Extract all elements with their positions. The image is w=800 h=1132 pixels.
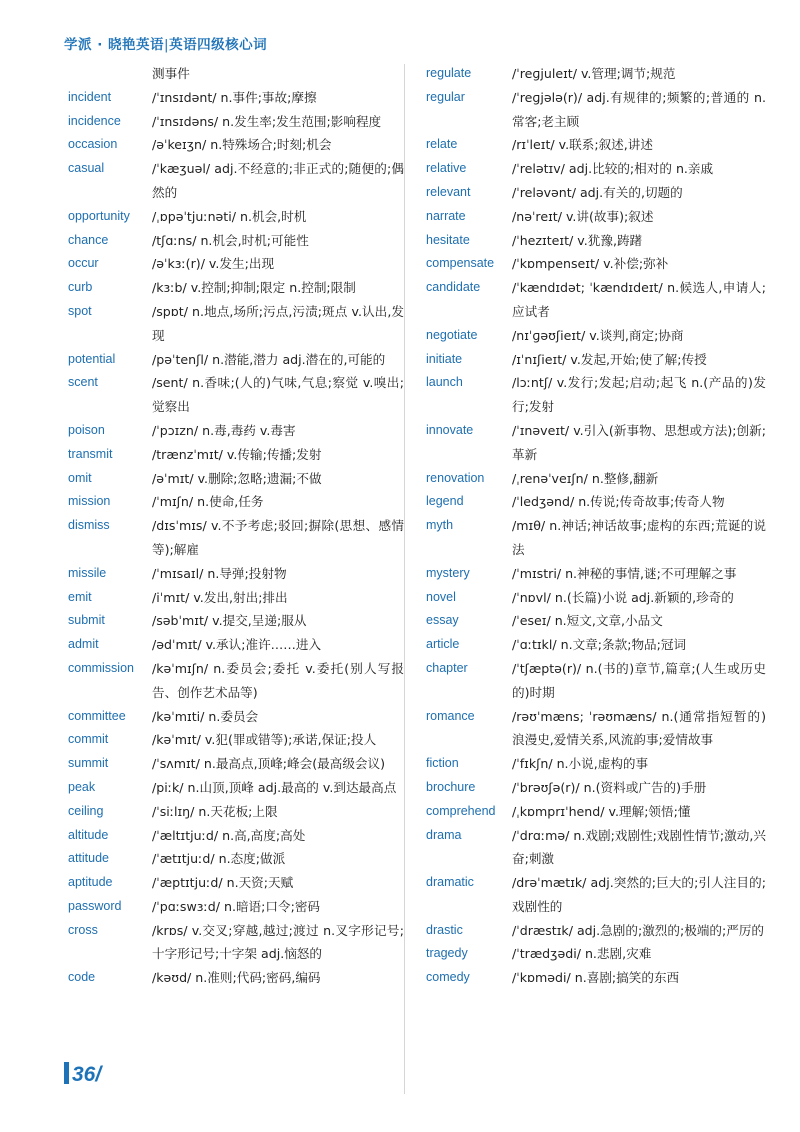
- vocab-word: incidence: [68, 113, 121, 128]
- vocab-entry: [426, 966, 766, 990]
- vocab-definition: /ˈtrædʒədi/ n.悲剧,灾难: [512, 946, 652, 962]
- page-header: [64, 33, 267, 53]
- vocab-word: potential: [68, 351, 116, 366]
- vocab-definition: /ˈmɪstri/ n.神秘的事情,谜;不可理解之事: [512, 565, 737, 581]
- vocab-word: mission: [68, 494, 111, 509]
- vocab-definition: /ˈpɑːswɜːd/ n.暗语;口令;密码: [152, 898, 321, 914]
- vocab-entry: [68, 443, 404, 467]
- vocab-word: curb: [68, 280, 93, 295]
- vocab-entry: [426, 514, 766, 562]
- vocab-entry: [426, 490, 766, 514]
- vocab-word: code: [68, 970, 96, 985]
- vocab-word: comprehend: [426, 803, 496, 818]
- page-number-bar: [64, 1062, 69, 1084]
- vocab-word: candidate: [426, 280, 481, 295]
- vocab-entry: [426, 371, 766, 419]
- vocab-definition: /ˈledʒənd/ n.传说;传奇故事;传奇人物: [512, 494, 725, 510]
- vocab-definition: /ˈsiːlɪŋ/ n.天花板;上限: [152, 803, 278, 819]
- vocab-definition: /pəˈtenʃl/ n.潜能,潜力 adj.潜在的,可能的: [152, 351, 386, 367]
- vocab-definition: /ɪˈnɪʃieɪt/ v.发起,开始;使了解;传授: [512, 351, 707, 367]
- vocab-entry: [68, 371, 404, 419]
- vocab-definition: /ˈɑːtɪkl/ n.文章;条款;物品;冠词: [512, 637, 687, 653]
- vocab-entry: [426, 276, 766, 324]
- vocab-definition: /ˈnɒvl/ n.(长篇)小说 adj.新颖的,珍奇的: [512, 589, 734, 605]
- vocab-entry: [68, 300, 404, 348]
- vocab-entry: [68, 800, 404, 824]
- vocab-word: dramatic: [426, 875, 474, 890]
- vocab-definition: /sent/ n.香味;(人的)气味,气息;察觉 v.嗅出;觉察出: [152, 375, 404, 415]
- vocab-entry: [68, 609, 404, 633]
- vocab-word: cross: [68, 922, 98, 937]
- vocab-word: mystery: [426, 565, 470, 580]
- vocab-word: emit: [68, 589, 92, 604]
- vocab-entry: [68, 824, 404, 848]
- vocab-definition: /ˈdræstɪk/ adj.急剧的;激烈的;极端的;严厉的: [512, 922, 765, 938]
- vocab-word: opportunity: [68, 208, 130, 223]
- vocab-entry: [68, 847, 404, 871]
- vocab-definition: /nəˈreɪt/ v.讲(故事);叙述: [512, 208, 654, 224]
- vocab-word: omit: [68, 470, 92, 485]
- vocab-definition: /ˈbrəʊʃə(r)/ n.(资料或广告的)手册: [512, 779, 707, 795]
- vocab-word: drama: [426, 827, 462, 842]
- vocab-definition: /ˈkɒmpenseɪt/ v.补偿;弥补: [512, 256, 669, 272]
- vocab-entry: [426, 157, 766, 181]
- vocab-word: commit: [68, 732, 109, 747]
- vocab-word: submit: [68, 613, 105, 628]
- vocab-entry: [68, 514, 404, 562]
- vocab-word: missile: [68, 565, 107, 580]
- vocab-word: narrate: [426, 208, 466, 223]
- vocab-entry: [68, 919, 404, 967]
- vocab-entry: [68, 966, 404, 990]
- vocab-entry: [68, 110, 404, 134]
- vocab-word: chapter: [426, 660, 468, 675]
- vocab-definition: /ˌɒpəˈtjuːnəti/ n.机会,时机: [152, 208, 307, 224]
- vocab-word: aptitude: [68, 875, 113, 890]
- vocab-entry: [68, 86, 404, 110]
- vocab-entry: [426, 562, 766, 586]
- vocab-definition: /ˈreɡjuleɪt/ v.管理;调节;规范: [512, 66, 676, 81]
- vocab-definition: /ˈmɪsaɪl/ n.导弹;投射物: [152, 565, 287, 581]
- vocab-entry: [68, 229, 404, 253]
- vocab-definition: /mɪθ/ n.神话;神话故事;虚构的东西;荒诞的说法: [512, 518, 766, 557]
- vocab-word: summit: [68, 756, 109, 771]
- vocab-word: hesitate: [426, 232, 470, 247]
- vocab-word: legend: [426, 494, 464, 509]
- vocab-definition: /ˈtʃæptə(r)/ n.(书的)章节,篇章;(人生或历史的)时期: [512, 660, 766, 700]
- vocab-word: launch: [426, 375, 463, 390]
- vocab-definition: /tʃɑːns/ n.机会,时机;可能性: [152, 232, 309, 248]
- vocab-entry: [426, 657, 766, 705]
- vocab-word: attitude: [68, 851, 110, 866]
- vocab-definition: /əˈkeɪʒn/ n.特殊场合;时刻;机会: [152, 137, 332, 153]
- vocab-definition: /ˈkæʒuəl/ adj.不经意的;非正式的;随便的;偶然的: [152, 161, 404, 200]
- vocab-word: essay: [426, 613, 459, 628]
- vocab-entry: [68, 348, 404, 372]
- vocab-definition: /ˈmɪʃn/ n.使命,任务: [152, 494, 264, 510]
- vocab-word: initiate: [426, 351, 463, 366]
- vocab-definition: /ˈreɡjələ(r)/ adj.有规律的;频繁的;普通的 n.常客;老主顾: [512, 89, 766, 129]
- vocab-definition: /əˈmɪt/ v.删除;忽略;遗漏;不做: [152, 470, 322, 486]
- vocab-definition: /ˈrelətɪv/ adj.比较的;相对的 n.亲戚: [512, 161, 714, 177]
- left-column: [68, 62, 404, 990]
- vocab-definition: /lɔːntʃ/ v.发行;发起;启动;起飞 n.(产品的)发行;发射: [512, 375, 766, 415]
- vocab-word: scent: [68, 375, 98, 390]
- vocab-entry: [68, 752, 404, 776]
- vocab-entry: [426, 633, 766, 657]
- vocab-entry: [426, 324, 766, 348]
- vocab-word: article: [426, 637, 460, 652]
- vocab-word: relevant: [426, 184, 471, 199]
- column-divider: [404, 64, 405, 1094]
- vocab-word: casual: [68, 161, 105, 176]
- vocab-definition: /ˈreləvənt/ adj.有关的,切题的: [512, 184, 683, 200]
- vocab-definition: /kɜːb/ v.控制;抑制;限定 n.控制;限制: [152, 280, 356, 296]
- vocab-word: negotiate: [426, 327, 478, 342]
- vocab-entry: [426, 467, 766, 491]
- vocab-definition: /ˈkændɪdət; ˈkændɪdeɪt/ n.候选人,申请人;应试者: [512, 280, 766, 319]
- vocab-definition: /ˈɪnsɪdəns/ n.发生率;发生范围;影响程度: [152, 113, 382, 129]
- brand-label: 学派 · 晓艳英语: [64, 37, 165, 53]
- vocab-definition: /ˈæptɪtjuːd/ n.天资;天赋: [152, 875, 294, 891]
- right-column: [426, 62, 766, 990]
- vocab-definition: /ˈɪnsɪdənt/ n.事件;事故;摩擦: [152, 89, 317, 105]
- vocab-entry: [426, 776, 766, 800]
- vocab-definition: /ˈæltɪtjuːd/ n.高,高度;高处: [152, 827, 306, 843]
- vocab-definition: /drəˈmætɪk/ adj.突然的;巨大的;引人注目的;戏剧性的: [512, 875, 766, 914]
- vocab-word: dismiss: [68, 518, 110, 533]
- vocab-entry: [68, 62, 404, 86]
- vocab-definition: /ˈkɒmədi/ n.喜剧;搞笑的东西: [512, 970, 680, 986]
- vocab-word: romance: [426, 708, 475, 723]
- vocab-definition: /trænzˈmɪt/ v.传输;传播;发射: [152, 446, 322, 462]
- vocab-definition: /spɒt/ n.地点,场所;污点,污渍;斑点 v.认出,发现: [152, 303, 404, 343]
- vocab-entry: [68, 657, 404, 705]
- vocab-word: chance: [68, 232, 109, 247]
- page-number: [64, 1062, 101, 1087]
- vocab-entry: [426, 609, 766, 633]
- section-title: 英语四级核心词: [169, 37, 268, 53]
- vocab-entry: [68, 205, 404, 229]
- vocab-entry: [68, 633, 404, 657]
- vocab-entry: [68, 490, 404, 514]
- header-separator: |: [164, 37, 170, 53]
- vocab-definition: /ˈeseɪ/ n.短文,文章,小品文: [512, 613, 663, 629]
- vocab-word: drastic: [426, 922, 463, 937]
- vocab-definition: /dɪsˈmɪs/ v.不予考虑;驳回;摒除(思想、感情等);解雇: [152, 518, 404, 557]
- vocab-entry: [426, 181, 766, 205]
- vocab-word: regulate: [426, 66, 472, 80]
- vocab-definition: /kəˈmɪti/ n.委员会: [152, 708, 259, 724]
- vocab-word: brochure: [426, 779, 476, 794]
- vocab-entry: [68, 728, 404, 752]
- vocab-entry: [426, 62, 766, 86]
- vocab-entry: [68, 586, 404, 610]
- vocab-definition: /kəˈmɪʃn/ n.委员会;委托 v.委托(别人写报告、创作艺术品等): [152, 660, 404, 700]
- vocab-entry: [426, 205, 766, 229]
- page-number-text: 36/: [72, 1063, 102, 1086]
- vocab-entry: [68, 157, 404, 205]
- vocab-word: relate: [426, 137, 458, 152]
- vocab-entry: [426, 348, 766, 372]
- vocab-word: occur: [68, 256, 99, 271]
- vocab-definition: /ˈfɪkʃn/ n.小说,虚构的事: [512, 756, 649, 772]
- vocab-entry: [426, 252, 766, 276]
- vocab-definition: /piːk/ n.山顶,顶峰 adj.最高的 v.到达最高点: [152, 779, 397, 795]
- vocab-definition: /krɒs/ v.交叉;穿越,越过;渡过 n.叉字形记号;十字形记号;十字架 adj.恼怒的: [152, 922, 404, 962]
- vocab-entry: [68, 776, 404, 800]
- vocab-entry: [426, 800, 766, 824]
- vocab-word: peak: [68, 779, 96, 794]
- vocab-entry: [426, 919, 766, 943]
- vocab-entry: [426, 705, 766, 753]
- vocab-entry: [426, 229, 766, 253]
- vocab-word: regular: [426, 89, 465, 104]
- vocab-word: innovate: [426, 422, 474, 437]
- vocab-word: fiction: [426, 756, 459, 771]
- vocab-word: myth: [426, 518, 454, 533]
- vocab-word: comedy: [426, 970, 470, 985]
- vocab-word: relative: [426, 161, 467, 176]
- vocab-definition: /nɪˈɡəʊʃieɪt/ v.谈判,商定;协商: [512, 327, 684, 343]
- vocab-definition: /ˈsʌmɪt/ n.最高点,顶峰;峰会(最高级会议): [152, 756, 386, 772]
- vocab-word: spot: [68, 303, 92, 318]
- vocab-entry: [68, 419, 404, 443]
- vocab-entry: [68, 562, 404, 586]
- vocab-entry: [68, 871, 404, 895]
- vocab-word: incident: [68, 89, 112, 104]
- vocab-entry: [426, 824, 766, 872]
- vocab-entry: [68, 895, 404, 919]
- vocab-entry: [68, 252, 404, 276]
- vocab-definition: /ˈdrɑːmə/ n.戏剧;戏剧性;戏剧性情节;激动,兴奋;刺激: [512, 827, 766, 867]
- vocab-entry: [426, 419, 766, 467]
- vocab-word: committee: [68, 708, 126, 723]
- vocab-entry: [426, 133, 766, 157]
- vocab-definition: /iˈmɪt/ v.发出,射出;排出: [152, 589, 288, 605]
- vocab-word: occasion: [68, 137, 118, 152]
- vocab-definition: /səbˈmɪt/ v.提交,呈递;服从: [152, 613, 307, 629]
- vocab-entry: [426, 86, 766, 134]
- vocab-word: transmit: [68, 446, 113, 461]
- vocab-definition: /ˌkɒmprɪˈhend/ v.理解;领悟;懂: [512, 803, 691, 819]
- vocab-definition: /rɪˈleɪt/ v.联系;叙述,讲述: [512, 137, 653, 153]
- vocab-entry: [426, 586, 766, 610]
- vocab-word: compensate: [426, 256, 495, 271]
- vocab-definition: /kəˈmɪt/ v.犯(罪或错等);承诺,保证;投人: [152, 732, 377, 748]
- vocab-entry: [68, 133, 404, 157]
- vocab-entry: [68, 467, 404, 491]
- vocab-definition: /kəʊd/ n.准则;代码;密码,编码: [152, 970, 321, 986]
- vocab-word: poison: [68, 422, 105, 437]
- vocab-entry: [68, 276, 404, 300]
- vocab-definition: /ˈhezɪteɪt/ v.犹豫,踌躇: [512, 232, 643, 248]
- vocab-definition: /ˈɪnəveɪt/ v.引入(新事物、思想或方法);创新;革新: [512, 422, 766, 462]
- vocab-word: altitude: [68, 827, 109, 842]
- vocab-word: commission: [68, 660, 134, 675]
- vocab-definition: /əˈkɜː(r)/ v.发生;出现: [152, 256, 275, 272]
- vocab-definition: /ˌrenəˈveɪʃn/ n.整修,翻新: [512, 470, 659, 486]
- vocab-word: ceiling: [68, 803, 104, 818]
- vocab-definition: /ədˈmɪt/ v.承认;准许……进入: [152, 637, 322, 653]
- vocab-word: admit: [68, 637, 99, 652]
- vocab-entry: [426, 752, 766, 776]
- vocab-entry: [426, 942, 766, 966]
- vocab-word: tragedy: [426, 946, 468, 961]
- vocab-word: novel: [426, 589, 456, 604]
- vocab-word: renovation: [426, 470, 485, 485]
- vocab-definition: /rəʊˈmæns; ˈrəʊmæns/ n.(通常指短暂的)浪漫史,爱情关系,风流韵事;爱情故事: [512, 708, 766, 748]
- vocab-definition: /ˈætɪtjuːd/ n.态度;做派: [152, 851, 286, 867]
- vocab-definition: 测事件: [152, 66, 190, 81]
- vocab-entry: [426, 871, 766, 919]
- vocab-word: password: [68, 898, 122, 913]
- vocab-entry: [68, 705, 404, 729]
- vocab-definition: /ˈpɔɪzn/ n.毒,毒药 v.毒害: [152, 422, 296, 438]
